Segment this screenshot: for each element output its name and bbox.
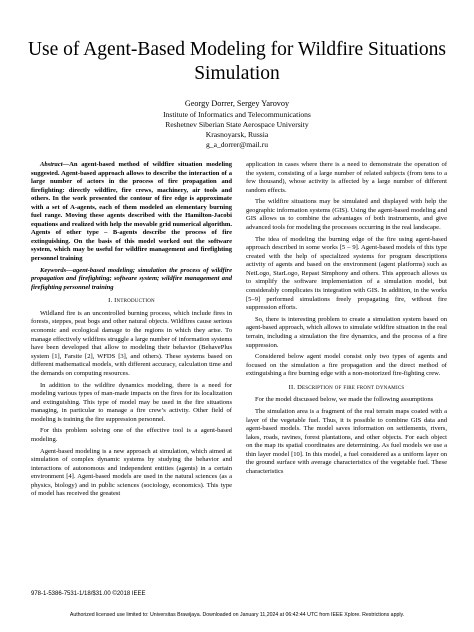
paper-title: Use of Agent-Based Modeling for Wildfire Situations Simulation [27,39,447,84]
right-paragraph-4: So, there is interesting problem to create a simulation system based on agent-based approach, which allows to simulate wildfire situation in the real terrain, including a simulation the fire dynamics, and the process of a fire suppression. [246,315,447,349]
intro-paragraph-3: For this problem solving one of the effective tool is a agent-based modeling. [31,427,232,443]
abstract-label: Abstract— [40,161,70,168]
author-block [90,99,384,150]
author-email: g_a_dorrer@mail.ru [205,140,269,149]
left-column [31,161,232,502]
affiliation-institute: Institute of Informatics and Telecommunications [163,110,311,119]
keywords-text: agent-based modeling; simulation the process of wildfire propagation and firefighting; software system; wildfire management and firefighting personnel training [31,266,232,291]
copyright-code: 978-1-5386-7531-1/18/$31.00 ©2018 IEEE [31,591,146,597]
right-paragraph-1: application in cases where there is a need to demonstrate the operation of the system, consisting of a large number of related subjects (from tens to a few thousand), whose activity is affected by a large number of different random effects. [246,161,447,194]
right-column [246,161,447,480]
affiliation-university: Reshetnev Siberian State Aerospace University [165,120,309,129]
abstract-text: An agent-based method of wildfire situation modeling suggested. Agent-based approach allows to describe the interaction of a large number of actors in the process of fire propagation and firefighting: directly wildfire, fire crews, machinery, air tools and others. In the work presented the contour of fire edge is approximate with a set of A-agents, each of them modeled an elementary burning fuel range. Moving these agents described with the Hamilton-Jacobi equations and realized with help the movable grid numerical algorithm. Agents of other type – B-agents describe the process of fire extinguishing. On the basis of this model worked out the software system, which may be useful for wildfire management and firefighting personnel training [31,161,232,263]
right-paragraph-6: For the model discussed below, we made the following assumptions [255,396,434,404]
right-paragraph-2: The wildfire situations may be simulated and displayed with help the geographic information systems (GIS). Using the agent-based modeling and GIS allows us to combine the advantages of both instruments, and give advanced tools for modeling the processes occurring in the real landscape. [246,198,447,232]
intro-paragraph-1: Wildland fire is an uncontrolled burning process, which include fires in forests, steppes, peat bogs and other natural objects. Wildfires cause serious economic and ecological damage to the regions in which they arise. To manage effectively wildfires struggle a large number of information systems have been developed that allow to modeling their behavior (BehavePlus system [1], Farsite [2], WFDS [3], and others). These systems based on different mathematical models, with different accuracy, calculation time and the demands on computing resources. [31,309,232,377]
section-heading-introduction: I. Introduction [108,297,155,305]
right-paragraph-5: Considered below agent model consist only two types of agents and focused on the simulation a fire propagation and the direct method of extinguishing a fire burning edge with a non-motorized fire-fighting crew. [246,353,447,378]
keywords [31,267,232,293]
author-names: Georgy Dorrer, Sergey Yarovoy [184,99,290,108]
license-notice: Authorized licensed use limited to: Universitas Brawijaya. Downloaded on January 11,2024 at 06:42:44 UTC from IEEE Xplore. Restrictions apply. [69,612,405,618]
keywords-label: Keywords— [40,266,73,274]
right-paragraph-7: The simulation area is a fragment of the real terrain maps coated with a layer of the vegetable fuel. Thus, it is possible to combine GIS data and agent-based models. The model saves information on settlements, rivers, lakes, roads, ravines, forest plantations, and other objects. For each object on the map its spatial coordinates are determining. As fuel models we use a thin layer model [10]. In this model, a fuel considered as a uniform layer on the ground surface with average characteristics of the vegetable fuel. These characteristics [246,408,447,475]
intro-paragraph-4: Agent-based modeling is a new approach at simulation, which aimed at simulation of complex dynamic systems by studying the behavior and interactions of autonomous and independent entities (agents) in a certain environment [4]. Agent-based models are used in the natural sciences (as a physics, biology) and in public sciences (sociology, economics). This type of model has received the greatest [31,447,232,498]
abstract [31,161,232,264]
section-heading-fire-front: II. Description of fire front dynamics [288,383,405,391]
affiliation-city: Krasnoyarsk, Russia [205,130,269,139]
right-paragraph-3: The idea of modeling the burning edge of the fire using agent-based approach described in some works [5 – 9]. Agent-based models of this type created with the help of specialized systems for program descriptions activity of agents and based on the environment (agent platforms) such as NetLogo, StarLogo, Repast Simphony and others. This approach allows us to simplify the software implementation of a simulation model, but considerably complicates its integration with GIS. In addition, in the works [5–9] performed simulations freely propagating fire, without fire suppression efforts. [246,235,447,312]
intro-paragraph-2: In addition to the wildfire dynamics modeling, there is a need for modeling various types of man-made impacts on the fires for its localization and extinguishing. This type of model may be used in the fire situations managing, in particular to manage a fire crew’s activity. Other field of modeling is training the fire suppression personnel. [31,381,232,423]
